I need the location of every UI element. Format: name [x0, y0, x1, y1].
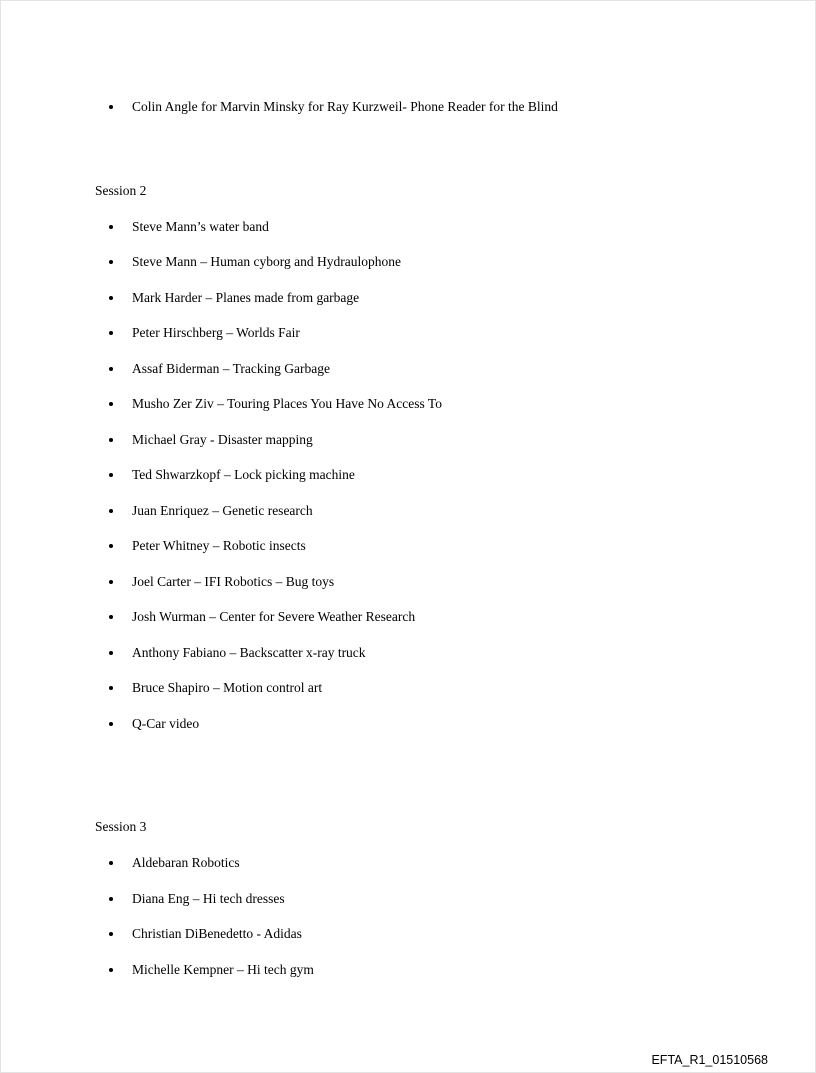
bullet-item: • Steve Mann’s water band	[124, 219, 766, 235]
footer-document-id: EFTA_R1_01510568	[651, 1053, 768, 1067]
bullet-item: • Josh Wurman – Center for Severe Weather Research	[124, 609, 766, 625]
session-3-bullet-list	[95, 855, 766, 978]
bullet-item: • Mark Harder – Planes made from garbage	[124, 290, 766, 306]
spacer	[95, 135, 766, 183]
intro-bullet-list	[95, 99, 766, 115]
bullet-item: • Musho Zer Ziv – Touring Places You Have No Access To	[124, 396, 766, 412]
bullet-item: • Christian DiBenedetto - Adidas	[124, 926, 766, 942]
bullet-item: • Steve Mann – Human cyborg and Hydraulophone	[124, 254, 766, 270]
bullet-item: • Peter Whitney – Robotic insects	[124, 538, 766, 554]
session-2-bullet-list	[95, 219, 766, 732]
bullet-item: • Michael Gray - Disaster mapping	[124, 432, 766, 448]
bullet-item: • Assaf Biderman – Tracking Garbage	[124, 361, 766, 377]
bullet-item: • Q-Car video	[124, 716, 766, 732]
section-heading-session-3: Session 3	[95, 819, 147, 834]
bullet-item: • Anthony Fabiano – Backscatter x-ray truck	[124, 645, 766, 661]
document-content	[95, 99, 766, 997]
bullet-item: • Aldebaran Robotics	[124, 855, 766, 871]
bullet-item: • Juan Enriquez – Genetic research	[124, 503, 766, 519]
bullet-item: • Bruce Shapiro – Motion control art	[124, 680, 766, 696]
bullet-item: • Michelle Kempner – Hi tech gym	[124, 962, 766, 978]
spacer	[95, 751, 766, 819]
section-heading-session-2: Session 2	[95, 182, 147, 198]
bullet-item: • Peter Hirschberg – Worlds Fair	[124, 325, 766, 341]
bullet-item: • Colin Angle for Marvin Minsky for Ray Kurzweil- Phone Reader for the Blind	[124, 99, 766, 115]
bullet-item: • Diana Eng – Hi tech dresses	[124, 891, 766, 907]
bullet-item: • Ted Shwarzkopf – Lock picking machine	[124, 467, 766, 483]
bullet-item: • Joel Carter – IFI Robotics – Bug toys	[124, 574, 766, 590]
